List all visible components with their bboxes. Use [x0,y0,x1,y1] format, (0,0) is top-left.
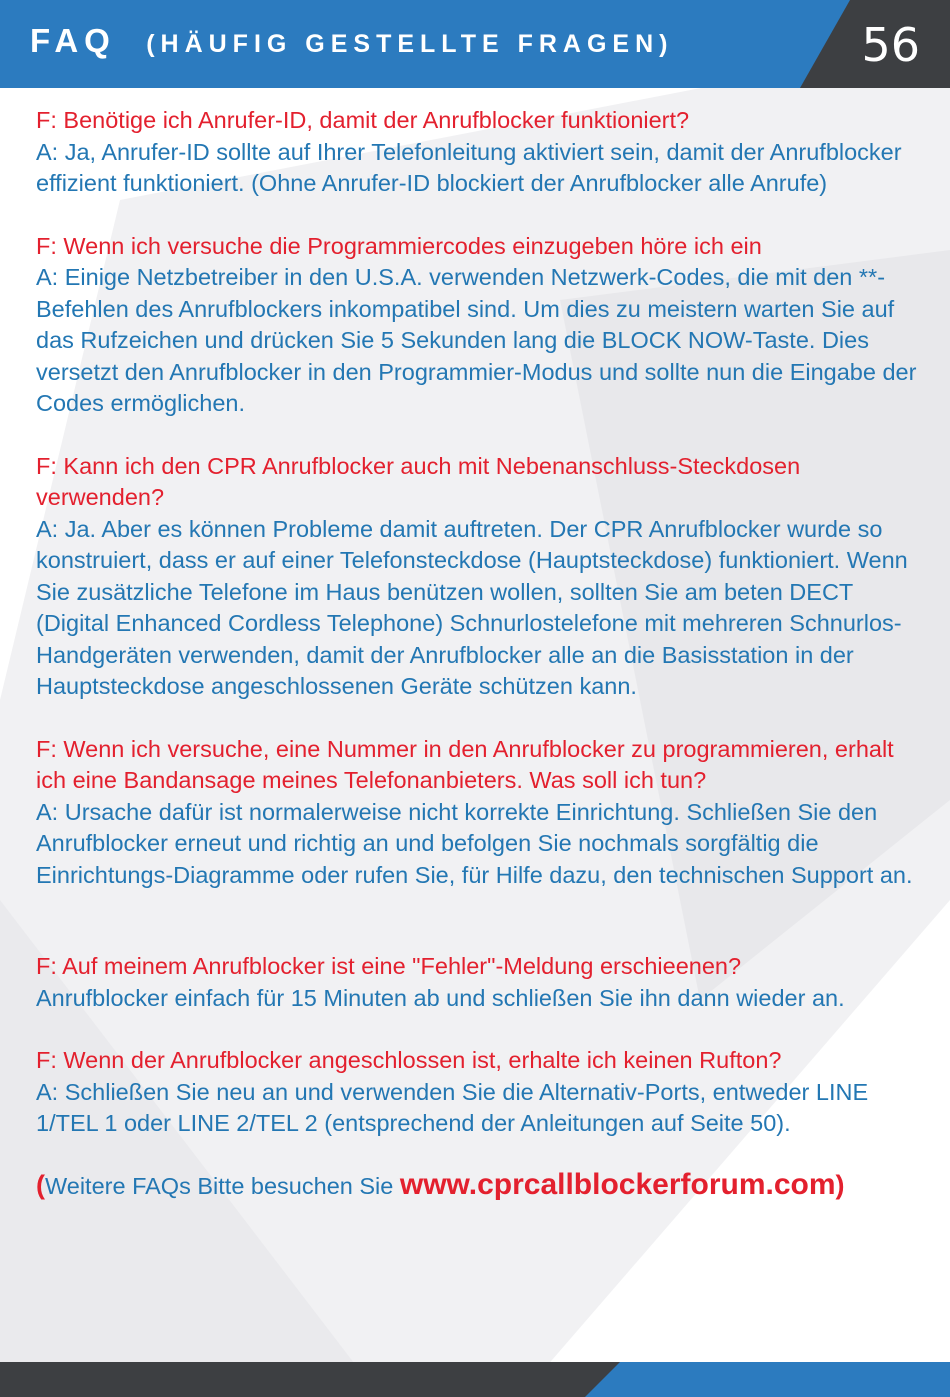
page-number: 56 [861,18,920,72]
bottom-bar [0,1362,950,1397]
faq-item [36,734,926,892]
forum-link[interactable]: www.cprcallblockerforum.com [399,1167,836,1201]
faq-question: F: Wenn ich versuche die Programmiercodes einzugeben höre ich ein [36,232,762,259]
faq-question: F: Wenn ich versuche, eine Nummer in den Anrufblocker zu programmieren, erhalt ich eine Bandansage meines Telefonanbieters. Was soll ich tun? [36,735,894,793]
faq-question: F: Benötige ich Anrufer-ID, damit der Anrufblocker funktioniert? [36,107,690,133]
page-title [30,22,673,60]
faq-answer: A: Ursache dafür ist normalerweise nicht korrekte Einrichtung. Schließen Sie den Anrufblocker erneut und richtig an und befolgen Sie nochmals sorgfältig die Einrichtungs-Diagramme oder rufen Sie, für Hilfe dazu, den technischen Support an. [36,798,913,888]
footer-close-paren: ) [835,1169,845,1200]
footer-note [36,1169,926,1203]
faq-question: F: Kann ich den CPR Anrufblocker auch mit Nebenanschluss-Steckdosen verwenden? [36,452,801,510]
faq-list [36,105,926,1202]
footer-open-paren: ( [36,1169,45,1200]
faq-answer: A: Einige Netzbetreiber in den U.S.A. verwenden Netzwerk-Codes, die mit den **-Befehlen des Anrufblockers inkompatibel sind. Um dies zu meistern warten Sie auf das Rufzeichen und drücken Sie 5 Sekunden lang die BLOCK NOW-Taste. Dies versetzt den Anrufblocker in den Programmier-Modus und sollte nun die Eingabe der Codes ermöglichen. [36,264,917,416]
faq-question: F: Wenn der Anrufblocker angeschlossen ist, erhalte ich keinen Rufton? [36,1047,782,1073]
faq-item [36,105,926,200]
faq-item [36,1045,926,1140]
faq-answer: A: Ja. Aber es können Probleme damit auftreten. Der CPR Anrufblocker wurde so konstruiert, dass er auf einer Telefonsteckdose (Hauptsteckdose) funktioniert. Wenn Sie zusätzliche Telefone im Haus benützen wollen, sollten Sie am beten DECT (Digital Enhanced Cordless Telephone) Schnurlostelefone mit mehreren Schnurlos-Handgeräten verwenden, damit der Anrufblocker alle an die Basisstation in der Hauptsteckdose angeschlossenen Geräte schützen kann. [36,515,908,699]
faq-answer: Anrufblocker einfach für 15 Minuten ab und schließen Sie ihn dann wieder an. [36,984,845,1011]
faq-answer: A: Ja, Anrufer-ID sollte auf Ihrer Telefonleitung aktiviert sein, damit der Anrufblocker effizient funktioniert. (Ohne Anrufer-ID blockiert der Anrufblocker alle Anrufe) [36,138,902,196]
faq-answer: A: Schließen Sie neu an und verwenden Sie die Alternativ-Ports, entweder LINE 1/TEL 1 oder LINE 2/TEL 2 (entsprechend der Anleitungen auf Seite 50). [36,1078,869,1136]
footer-text: Weitere FAQs Bitte besuchen Sie [45,1172,400,1199]
title-subtitle: (HÄUFIG GESTELLTE FRAGEN) [146,30,674,58]
faq-question: F: Auf meinem Anrufblocker ist eine "Fehler"-Meldung erschieenen? [36,953,742,979]
faq-item [36,231,926,420]
faq-item [36,951,926,1014]
faq-item [36,451,926,703]
title-main: FAQ [30,22,116,59]
